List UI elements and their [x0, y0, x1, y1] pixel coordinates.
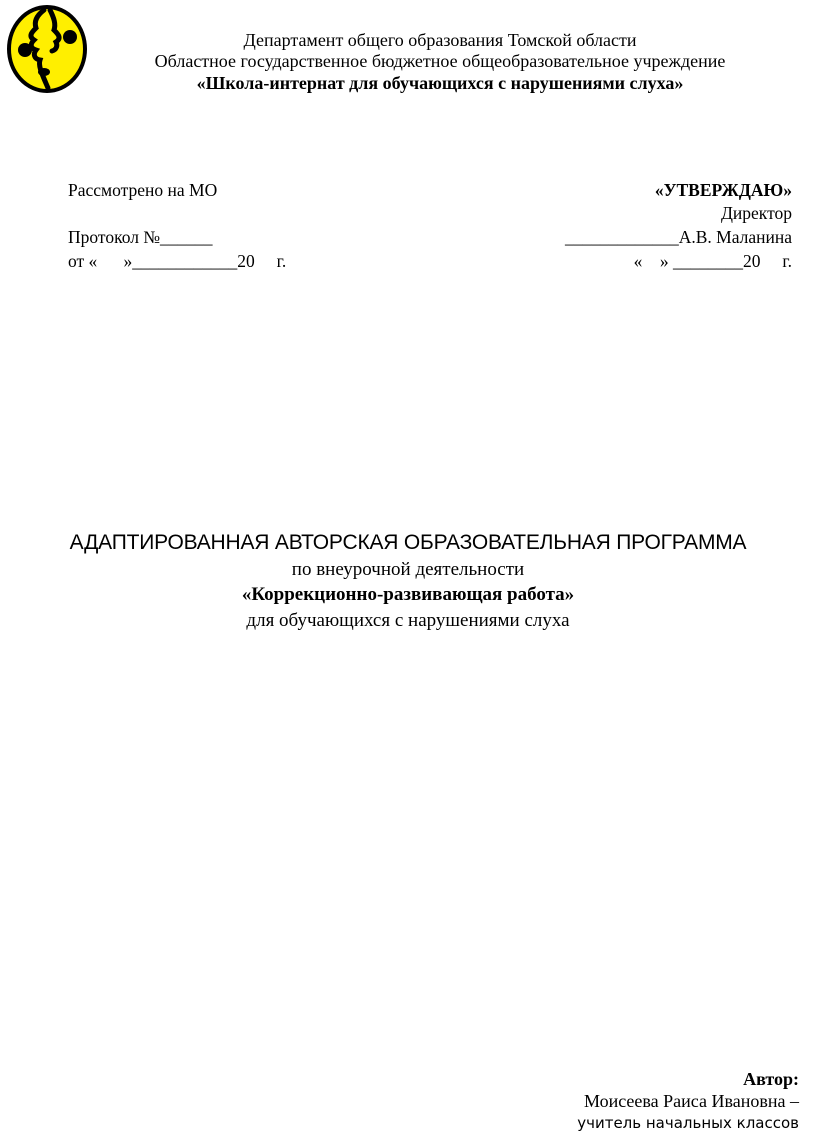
program-subtitle: по внеурочной деятельности [291, 559, 525, 580]
author-role: учитель начальных классов [577, 1114, 799, 1132]
program-name: «Коррекционно-развивающая работа» [241, 584, 575, 605]
protocol-line: Протокол №______ [68, 227, 213, 247]
institution-type: Областное государственное бюджетное общеобразовательное учреждение [154, 51, 726, 71]
program-main-title: АДАПТИРОВАННАЯ АВТОРСКАЯ ОБРАЗОВАТЕЛЬНАЯ ПРОГРАММА [69, 531, 747, 554]
approve-heading: «УТВЕРЖДАЮ» [654, 180, 792, 200]
protocol-date-line: от « »____________20 г. [68, 251, 287, 271]
director-signature-line: _____________А.В. Маланина [564, 227, 792, 247]
director-position: Директор [720, 203, 792, 223]
department-name: Департамент общего образования Томской области [243, 30, 637, 50]
approve-date-line: « » ________20 г. [633, 251, 792, 271]
school-logo-icon [6, 4, 88, 94]
program-audience: для обучающихся с нарушениями слуха [246, 610, 570, 631]
reviewed-label: Рассмотрено на МО [68, 180, 218, 200]
author-label: Автор: [743, 1069, 799, 1089]
author-name: Моисеева Раиса Ивановна – [584, 1091, 799, 1111]
school-name: «Школа-интернат для обучающихся с нарушениями слуха» [196, 73, 684, 93]
